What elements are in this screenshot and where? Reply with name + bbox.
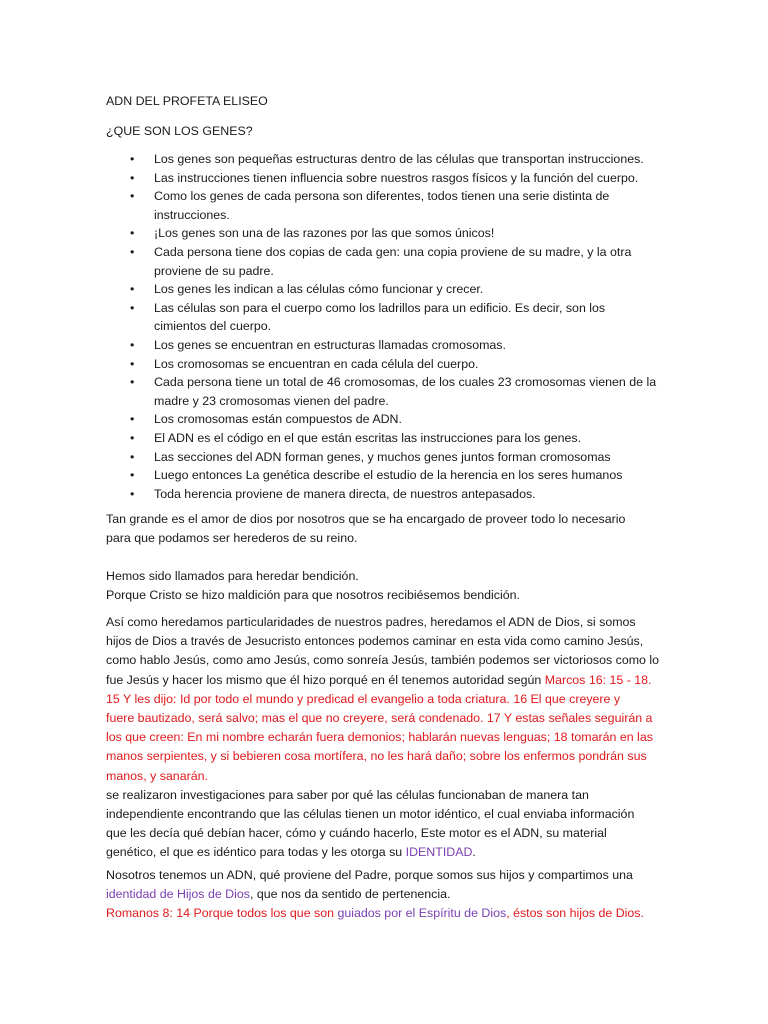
text-segment: , que nos da sentido de pertenencia. — [249, 887, 451, 902]
text-segment: genético, el que es idéntico para todas y les otorga su — [106, 845, 406, 860]
text-line — [106, 671, 666, 690]
bullet-icon: • — [130, 375, 135, 390]
bullet-text: Las secciones del ADN forman genes, y muchos genes juntos forman cromosomas — [154, 449, 611, 464]
bullet-text-continued: instrucciones. — [154, 207, 230, 222]
bullet-text: Cada persona tiene un total de 46 cromosomas, de los cuales 23 cromosomas vienen de la — [154, 375, 657, 390]
bullet-icon: • — [130, 189, 135, 204]
text-line — [106, 885, 666, 904]
bullet-text: Los cromosomas están compuestos de ADN. — [154, 412, 402, 427]
bullet-text: Los genes son pequeñas estructuras dentro de las células que transportan instrucciones. — [154, 152, 644, 166]
bullet-icon: • — [130, 244, 135, 259]
bullet-text: Las células son para el cuerpo como los ladrillos para un edificio. Es decir, son los — [154, 300, 606, 315]
genes-bullet-list — [106, 150, 666, 503]
bullet-text: Los genes les indican a las células cómo funcionar y crecer. — [154, 282, 484, 297]
text-segment: . — [472, 845, 476, 860]
text-line: Así como heredamos particularidades de nuestros padres, heredamos el ADN de Dios, si somos — [106, 615, 636, 629]
spirit-highlight: guiados por el Espíritu de Dios — [337, 906, 507, 921]
text-line: Hemos sido llamados para heredar bendición. — [106, 569, 359, 583]
paragraph-blessing — [106, 567, 666, 605]
text-line: Tan grande es el amor de dios por nosotros que se ha encargado de proveer todo lo necesario — [106, 512, 626, 526]
bullet-item — [106, 373, 666, 410]
bullet-item — [106, 169, 666, 188]
bullet-text: Las instrucciones tienen influencia sobre nuestros rasgos físicos y la función del cuerpo. — [154, 170, 639, 185]
bullet-icon: • — [130, 152, 135, 166]
bullet-item — [106, 429, 666, 448]
paragraph-love — [106, 510, 666, 548]
bullet-icon: • — [130, 226, 135, 241]
bullet-item — [106, 466, 666, 485]
scripture-line — [106, 904, 666, 923]
bullet-icon: • — [130, 356, 135, 371]
scripture-line: fuere bautizado, será salvo; mas el que no creyere, será condenado. 17 Y estas señales seguirán a — [106, 711, 653, 726]
section-heading: ¿QUE SON LOS GENES? — [106, 124, 253, 138]
text-line — [106, 843, 666, 862]
bullet-item — [106, 355, 666, 374]
text-line: se realizaron investigaciones para saber por qué las células funcionaban de manera tan — [106, 787, 589, 802]
bullet-text: El ADN es el código en el que están escritas las instrucciones para los genes. — [154, 430, 582, 445]
text-segment: fue Jesús y hacer los mismo que él hizo porqué en él tenemos autoridad según — [106, 672, 545, 687]
bullet-text-continued: cimientos del cuerpo. — [154, 319, 272, 334]
bullet-icon: • — [130, 486, 135, 501]
bullet-item — [106, 150, 666, 169]
bullet-text-continued: proviene de su padre. — [154, 263, 274, 278]
bullet-text: Los genes se encuentran en estructuras llamadas cromosomas. — [154, 337, 506, 352]
bullet-item — [106, 336, 666, 355]
bullet-text: Toda herencia proviene de manera directa, de nuestros antepasados. — [154, 486, 536, 501]
text-segment: Romanos 8: 14 Porque todos los que son — [106, 906, 338, 921]
scripture-line: manos, y sanarán. — [106, 768, 208, 783]
text-line: Nosotros tenemos un ADN, qué proviene del Padre, porque somos sus hijos y compartimos una — [106, 868, 633, 882]
text-line: como hablo Jesús, como amo Jesús, como sonreía Jesús, también podemos ser victoriosos como lo — [106, 653, 660, 668]
bullet-text: Cada persona tiene dos copias de cada gen: una copia proviene de su madre, y la otra — [154, 244, 632, 259]
bullet-icon: • — [130, 300, 135, 315]
bullet-item — [106, 224, 666, 243]
bullet-icon: • — [130, 412, 135, 427]
bullet-icon: • — [130, 430, 135, 445]
bullet-item — [106, 243, 666, 280]
text-line: independiente encontrando que las células tienen un motor idéntico, el cual enviaba información — [106, 807, 635, 822]
scripture-line: los que creen: En mi nombre echarán fuera demonios; hablarán nuevas lenguas; 18 tomarán en las — [106, 730, 653, 745]
bullet-icon: • — [130, 449, 135, 464]
bullet-item — [106, 280, 666, 299]
bullet-item — [106, 410, 666, 429]
bullet-text: Los cromosomas se encuentran en cada célula del cuerpo. — [154, 356, 479, 371]
text-line: que les decía qué debían hacer, cómo y cuándo hacerlo, Este motor es el ADN, su material — [106, 826, 607, 841]
scripture-reference: Marcos 16: 15 - 18. — [544, 672, 652, 687]
text-line: Porque Cristo se hizo maldición para que nosotros recibiésemos bendición. — [106, 588, 520, 603]
scripture-line: manos serpientes, y si bebieren cosa mortífera, no les hará daño; sobre los enfermos pondrán sus — [106, 749, 647, 764]
identity-highlight: IDENTIDAD — [405, 845, 473, 860]
bullet-text-continued: madre y 23 cromosomas vienen del padre. — [154, 393, 389, 408]
bullet-item — [106, 187, 666, 224]
bullet-item — [106, 485, 666, 504]
bullet-icon: • — [130, 337, 135, 352]
text-line: hijos de Dios a través de Jesucristo entonces podemos caminar en esta vida como camino Jesús, — [106, 634, 644, 649]
bullet-text: ¡Los genes son una de las razones por las que somos únicos! — [154, 226, 495, 241]
bullet-text: Como los genes de cada persona son diferentes, todos tienen una serie distinta de — [154, 189, 610, 204]
bullet-text: Luego entonces La genética describe el estudio de la herencia en los seres humanos — [154, 468, 623, 483]
paragraph-identity — [106, 866, 666, 924]
bullet-item — [106, 448, 666, 467]
paragraph-inheritance — [106, 613, 666, 863]
text-line: para que podamos ser herederos de su reino. — [106, 531, 358, 546]
bullet-icon: • — [130, 170, 135, 185]
text-segment: , éstos son hijos de Dios. — [506, 906, 644, 921]
bullet-icon: • — [130, 282, 135, 297]
document-title: ADN DEL PROFETA ELISEO — [106, 94, 268, 108]
bullet-item — [106, 299, 666, 336]
identity-highlight: identidad de Hijos de Dios — [106, 887, 250, 902]
scripture-line: 15 Y les dijo: Id por todo el mundo y predicad el evangelio a toda criatura. 16 El que creyere y — [106, 691, 621, 706]
bullet-icon: • — [130, 468, 135, 483]
